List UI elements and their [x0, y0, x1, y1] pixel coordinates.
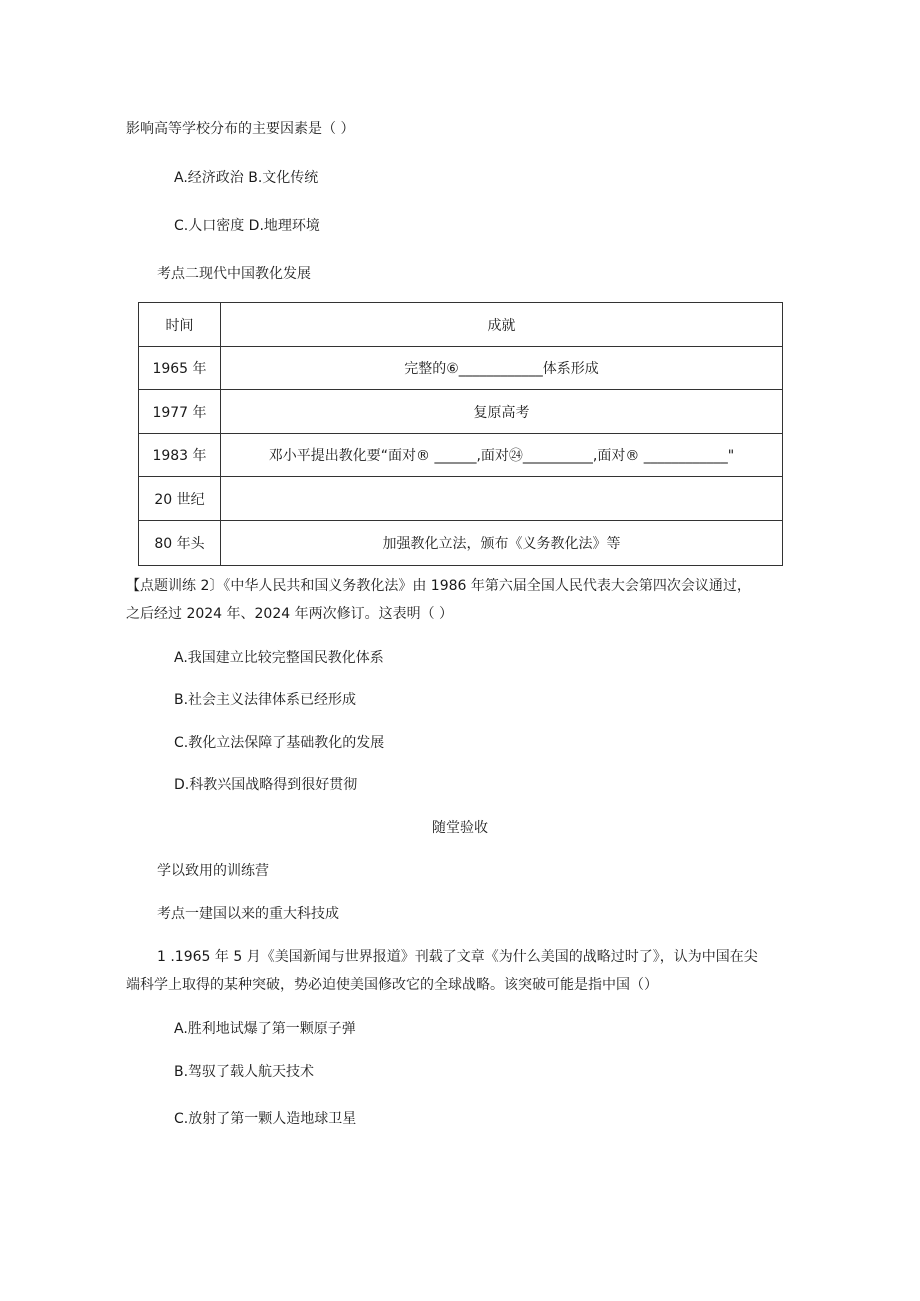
table-header-row	[139, 303, 783, 347]
achievement-cell: 复原高考	[221, 390, 783, 434]
option-cd: C.人口密度 D.地理环境	[174, 218, 320, 234]
practice-option: C.教化立法保障了基础教化的发展	[174, 735, 385, 751]
section-title: 考点一建国以来的重大科技成	[157, 906, 339, 922]
time-cell: 1983 年	[139, 434, 221, 477]
practice-option: A.我国建立比较完整国民教化体系	[174, 650, 384, 666]
table-row	[139, 434, 783, 477]
header-time: 时间	[139, 303, 221, 347]
practice-stem-line-1: 【点题训练 2〕《中华人民共和国义务教化法》由 1986 年第六届全国人民代表大会第四次会议通过，	[126, 578, 751, 594]
practice-stem-line-2: 之后经过 2024 年、2024 年两次修订。这表明（ ）	[126, 606, 454, 622]
table-row	[139, 521, 783, 566]
time-cell: 1965 年	[139, 347, 221, 390]
achievement-cell: 邓小平提出教化要“面对® ______,面对㉔__________,面对® ____________"	[221, 434, 783, 477]
time-cell: 20 世纪	[139, 477, 221, 521]
header-achievement: 成就	[221, 303, 783, 347]
achievement-cell	[221, 477, 783, 521]
practice-option: B.社会主义法律体系已经形成	[174, 692, 357, 708]
question-stem: 影响高等学校分布的主要因素是（ ）	[126, 121, 355, 137]
question-1-option: B.驾驭了载人航天技术	[174, 1064, 315, 1080]
time-cell: 1977 年	[139, 390, 221, 434]
question-1-line-2: 端科学上取得的某种突破，势必迫使美国修改它的全球战略。该突破可能是指中国（）	[126, 977, 658, 993]
question-1-option: A.胜利地试爆了第一颗原子弹	[174, 1021, 356, 1037]
education-table	[138, 302, 783, 566]
achievement-cell: 完整的⑥____________体系形成	[221, 347, 783, 390]
section-title: 考点二现代中国教化发展	[157, 266, 311, 282]
option-ab: A.经济政治 B.文化传统	[174, 170, 319, 186]
review-title: 随堂验收	[432, 820, 488, 836]
review-subtitle: 学以致用的训练营	[157, 863, 269, 879]
question-1-line-1: 1 .1965 年 5 月《美国新闻与世界报道》刊载了文章《为什么美国的战略过时了》，认为中国在尖	[157, 949, 758, 965]
time-cell: 80 年头	[139, 521, 221, 566]
achievement-cell: 加强教化立法，颁布《义务教化法》等	[221, 521, 783, 566]
table-row	[139, 477, 783, 521]
table-row	[139, 390, 783, 434]
question-1-option: C.放射了第一颗人造地球卫星	[174, 1111, 357, 1127]
table-row	[139, 347, 783, 390]
practice-option: D.科教兴国战略得到很好贯彻	[174, 777, 358, 793]
